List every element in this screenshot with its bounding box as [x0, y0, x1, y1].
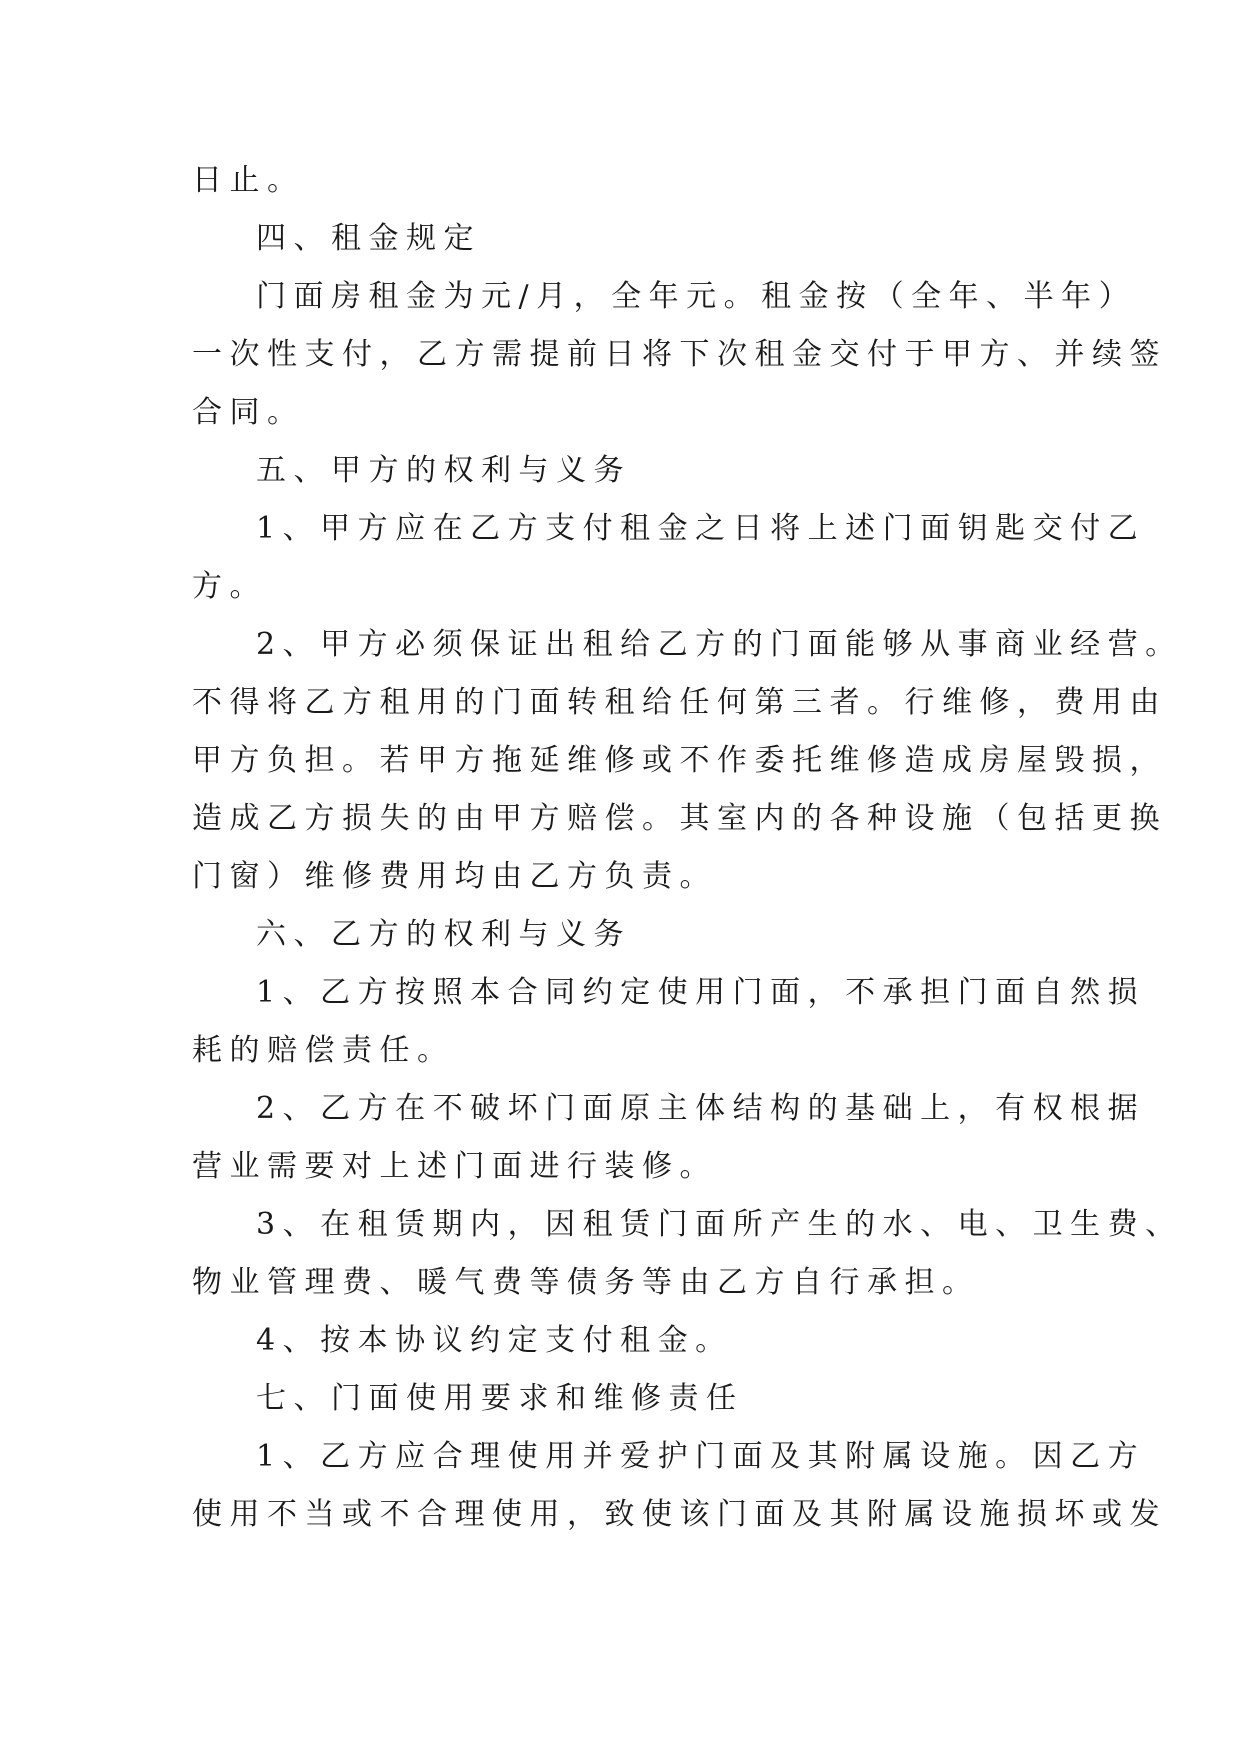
document-body — [192, 152, 1183, 1544]
section-heading-4: 四、租金规定 — [256, 221, 481, 256]
text-line: 1、甲方应在乙方支付租金之日将上述门面钥匙交付乙 — [256, 511, 1146, 546]
section-heading-6: 六、乙方的权利与义务 — [256, 917, 631, 952]
text-line: 使用不当或不合理使用，致使该门面及其附属设施损坏或发 — [192, 1497, 1167, 1532]
text-line: 不得将乙方租用的门面转租给任何第三者。行维修，费用由 — [192, 685, 1167, 720]
text-line: 合同。 — [192, 395, 305, 430]
text-line: 耗的赔偿责任。 — [192, 1033, 455, 1068]
text-line: 方。 — [192, 569, 267, 604]
text-line: 2、乙方在不破坏门面原主体结构的基础上，有权根据 — [256, 1091, 1146, 1126]
text-line: 门面房租金为元/月，全年元。租金按（全年、半年） — [256, 279, 1137, 314]
section-heading-5: 五、甲方的权利与义务 — [256, 453, 631, 488]
text-line: 一次性支付，乙方需提前日将下次租金交付于甲方、并续签 — [192, 337, 1167, 372]
text-line: 1、乙方按照本合同约定使用门面，不承担门面自然损 — [256, 975, 1146, 1010]
text-line: 3、在租赁期内，因租赁门面所产生的水、电、卫生费、 — [256, 1207, 1183, 1242]
text-line: 4、按本协议约定支付租金。 — [256, 1323, 733, 1358]
text-line: 2、甲方必须保证出租给乙方的门面能够从事商业经营。 — [256, 627, 1183, 662]
section-heading-7: 七、门面使用要求和维修责任 — [256, 1381, 744, 1416]
text-line: 物业管理费、暖气费等债务等由乙方自行承担。 — [192, 1265, 980, 1300]
text-line: 甲方负担。若甲方拖延维修或不作委托维修造成房屋毁损， — [192, 743, 1167, 778]
text-line: 营业需要对上述门面进行装修。 — [192, 1149, 717, 1184]
text-line: 1、乙方应合理使用并爱护门面及其附属设施。因乙方 — [256, 1439, 1146, 1474]
text-line: 日止。 — [192, 163, 305, 198]
text-line: 造成乙方损失的由甲方赔偿。其室内的各种设施（包括更换 — [192, 801, 1167, 836]
text-line: 门窗）维修费用均由乙方负责。 — [192, 859, 717, 894]
